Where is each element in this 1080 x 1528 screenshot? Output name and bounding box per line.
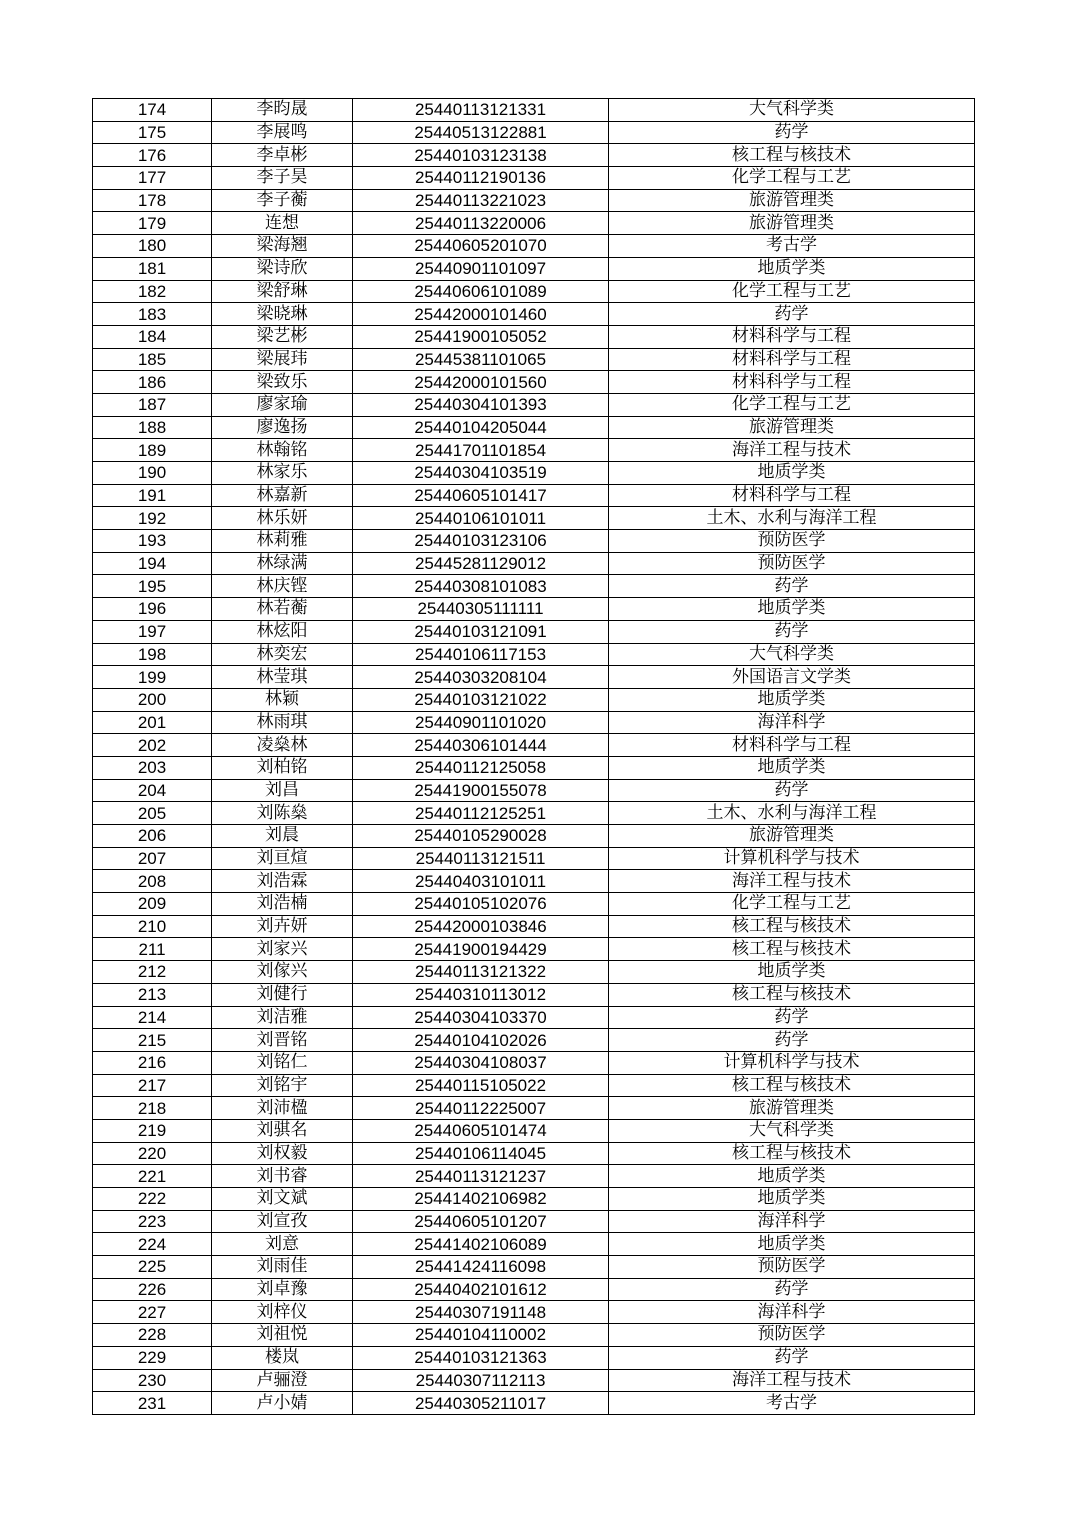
exam-id-cell: 25440303208104 bbox=[353, 666, 609, 689]
row-number-cell: 208 bbox=[93, 870, 212, 893]
student-name-cell: 梁晓琳 bbox=[212, 303, 353, 326]
exam-id-cell: 25440605101417 bbox=[353, 484, 609, 507]
row-number-cell: 221 bbox=[93, 1165, 212, 1188]
student-name-cell: 李卓彬 bbox=[212, 144, 353, 167]
student-name-cell: 刘晨 bbox=[212, 825, 353, 848]
student-name-cell: 刘陈燊 bbox=[212, 802, 353, 825]
row-number-cell: 194 bbox=[93, 552, 212, 575]
student-name-cell: 刘洁雅 bbox=[212, 1006, 353, 1029]
table-row bbox=[93, 99, 975, 122]
row-number-cell: 185 bbox=[93, 348, 212, 371]
table-row bbox=[93, 1029, 975, 1052]
table-row bbox=[93, 235, 975, 258]
major-cell: 核工程与核技术 bbox=[609, 1142, 975, 1165]
row-number-cell: 192 bbox=[93, 507, 212, 530]
student-name-cell: 卢骊澄 bbox=[212, 1369, 353, 1392]
table-row bbox=[93, 1165, 975, 1188]
major-cell: 地质学类 bbox=[609, 1165, 975, 1188]
table-row bbox=[93, 825, 975, 848]
table-row bbox=[93, 598, 975, 621]
major-cell: 海洋科学 bbox=[609, 1301, 975, 1324]
table-row bbox=[93, 575, 975, 598]
row-number-cell: 202 bbox=[93, 734, 212, 757]
major-cell: 核工程与核技术 bbox=[609, 983, 975, 1006]
row-number-cell: 196 bbox=[93, 598, 212, 621]
student-name-cell: 梁舒琳 bbox=[212, 280, 353, 303]
table-row bbox=[93, 212, 975, 235]
major-cell: 地质学类 bbox=[609, 257, 975, 280]
student-name-cell: 刘健行 bbox=[212, 983, 353, 1006]
major-cell: 海洋工程与技术 bbox=[609, 1369, 975, 1392]
student-name-cell: 梁致乐 bbox=[212, 371, 353, 394]
student-name-cell: 刘卉妍 bbox=[212, 915, 353, 938]
student-name-cell: 刘卓豫 bbox=[212, 1278, 353, 1301]
row-number-cell: 217 bbox=[93, 1074, 212, 1097]
student-name-cell: 林若蘅 bbox=[212, 598, 353, 621]
major-cell: 地质学类 bbox=[609, 961, 975, 984]
student-name-cell: 刘沛楹 bbox=[212, 1097, 353, 1120]
table-row bbox=[93, 688, 975, 711]
row-number-cell: 181 bbox=[93, 257, 212, 280]
major-cell: 地质学类 bbox=[609, 1233, 975, 1256]
table-row bbox=[93, 462, 975, 485]
row-number-cell: 216 bbox=[93, 1051, 212, 1074]
exam-id-cell: 25440113121511 bbox=[353, 847, 609, 870]
exam-id-cell: 25440103123138 bbox=[353, 144, 609, 167]
row-number-cell: 206 bbox=[93, 825, 212, 848]
major-cell: 旅游管理类 bbox=[609, 212, 975, 235]
major-cell: 药学 bbox=[609, 1346, 975, 1369]
table-row bbox=[93, 507, 975, 530]
row-number-cell: 207 bbox=[93, 847, 212, 870]
student-list-table bbox=[92, 98, 975, 1415]
student-name-cell: 林炫阳 bbox=[212, 620, 353, 643]
student-name-cell: 刘昌 bbox=[212, 779, 353, 802]
exam-id-cell: 25440106101011 bbox=[353, 507, 609, 530]
exam-id-cell: 25440113121237 bbox=[353, 1165, 609, 1188]
student-name-cell: 林翰铭 bbox=[212, 439, 353, 462]
student-name-cell: 刘亘煊 bbox=[212, 847, 353, 870]
exam-id-cell: 25440104205044 bbox=[353, 416, 609, 439]
table-row bbox=[93, 847, 975, 870]
student-name-cell: 林莹琪 bbox=[212, 666, 353, 689]
table-row bbox=[93, 893, 975, 916]
table-row bbox=[93, 734, 975, 757]
table-row bbox=[93, 1097, 975, 1120]
exam-id-cell: 25441900194429 bbox=[353, 938, 609, 961]
exam-id-cell: 25440113121331 bbox=[353, 99, 609, 122]
exam-id-cell: 25440606101089 bbox=[353, 280, 609, 303]
student-name-cell: 刘家兴 bbox=[212, 938, 353, 961]
table-row bbox=[93, 1188, 975, 1211]
row-number-cell: 226 bbox=[93, 1278, 212, 1301]
table-row bbox=[93, 915, 975, 938]
table-row bbox=[93, 325, 975, 348]
table-row bbox=[93, 961, 975, 984]
major-cell: 药学 bbox=[609, 121, 975, 144]
major-cell: 预防医学 bbox=[609, 1324, 975, 1347]
student-name-cell: 刘梓仪 bbox=[212, 1301, 353, 1324]
table-row bbox=[93, 257, 975, 280]
exam-id-cell: 25440113221023 bbox=[353, 189, 609, 212]
exam-id-cell: 25440513122881 bbox=[353, 121, 609, 144]
row-number-cell: 191 bbox=[93, 484, 212, 507]
exam-id-cell: 25440304103519 bbox=[353, 462, 609, 485]
exam-id-cell: 25440106117153 bbox=[353, 643, 609, 666]
exam-id-cell: 25440112190136 bbox=[353, 167, 609, 190]
table-row bbox=[93, 552, 975, 575]
exam-id-cell: 25440304108037 bbox=[353, 1051, 609, 1074]
student-name-cell: 李展鸣 bbox=[212, 121, 353, 144]
major-cell: 化学工程与工艺 bbox=[609, 167, 975, 190]
exam-id-cell: 25440113121322 bbox=[353, 961, 609, 984]
major-cell: 土木、水利与海洋工程 bbox=[609, 802, 975, 825]
major-cell: 地质学类 bbox=[609, 462, 975, 485]
major-cell: 考古学 bbox=[609, 235, 975, 258]
student-name-cell: 刘铭仁 bbox=[212, 1051, 353, 1074]
table-row bbox=[93, 484, 975, 507]
student-name-cell: 连想 bbox=[212, 212, 353, 235]
major-cell: 旅游管理类 bbox=[609, 416, 975, 439]
student-name-cell: 林奕宏 bbox=[212, 643, 353, 666]
exam-id-cell: 25440901101097 bbox=[353, 257, 609, 280]
student-name-cell: 梁海翘 bbox=[212, 235, 353, 258]
student-name-cell: 林乐妍 bbox=[212, 507, 353, 530]
major-cell: 海洋工程与技术 bbox=[609, 439, 975, 462]
table-row bbox=[93, 1210, 975, 1233]
row-number-cell: 178 bbox=[93, 189, 212, 212]
table-row bbox=[93, 666, 975, 689]
exam-id-cell: 25442000101460 bbox=[353, 303, 609, 326]
student-name-cell: 梁艺彬 bbox=[212, 325, 353, 348]
row-number-cell: 175 bbox=[93, 121, 212, 144]
row-number-cell: 205 bbox=[93, 802, 212, 825]
student-name-cell: 林家乐 bbox=[212, 462, 353, 485]
student-name-cell: 林雨琪 bbox=[212, 711, 353, 734]
student-name-cell: 廖逸扬 bbox=[212, 416, 353, 439]
table-row bbox=[93, 121, 975, 144]
exam-id-cell: 25440106114045 bbox=[353, 1142, 609, 1165]
table-row bbox=[93, 1142, 975, 1165]
row-number-cell: 195 bbox=[93, 575, 212, 598]
student-name-cell: 刘文斌 bbox=[212, 1188, 353, 1211]
student-name-cell: 卢小婧 bbox=[212, 1392, 353, 1415]
student-name-cell: 楼岚 bbox=[212, 1346, 353, 1369]
row-number-cell: 180 bbox=[93, 235, 212, 258]
student-name-cell: 林绿满 bbox=[212, 552, 353, 575]
row-number-cell: 220 bbox=[93, 1142, 212, 1165]
row-number-cell: 174 bbox=[93, 99, 212, 122]
row-number-cell: 187 bbox=[93, 393, 212, 416]
exam-id-cell: 25441900155078 bbox=[353, 779, 609, 802]
major-cell: 核工程与核技术 bbox=[609, 915, 975, 938]
row-number-cell: 188 bbox=[93, 416, 212, 439]
student-name-cell: 刘骐名 bbox=[212, 1119, 353, 1142]
major-cell: 材料科学与工程 bbox=[609, 348, 975, 371]
row-number-cell: 218 bbox=[93, 1097, 212, 1120]
table-row bbox=[93, 189, 975, 212]
row-number-cell: 215 bbox=[93, 1029, 212, 1052]
row-number-cell: 201 bbox=[93, 711, 212, 734]
table-row bbox=[93, 711, 975, 734]
major-cell: 计算机科学与技术 bbox=[609, 847, 975, 870]
row-number-cell: 230 bbox=[93, 1369, 212, 1392]
row-number-cell: 179 bbox=[93, 212, 212, 235]
major-cell: 药学 bbox=[609, 1006, 975, 1029]
student-name-cell: 李子蘅 bbox=[212, 189, 353, 212]
student-name-cell: 廖家瑜 bbox=[212, 393, 353, 416]
exam-id-cell: 25441402106089 bbox=[353, 1233, 609, 1256]
row-number-cell: 183 bbox=[93, 303, 212, 326]
table-row bbox=[93, 371, 975, 394]
student-name-cell: 林颖 bbox=[212, 688, 353, 711]
exam-id-cell: 25441424116098 bbox=[353, 1256, 609, 1279]
exam-id-cell: 25440304101393 bbox=[353, 393, 609, 416]
row-number-cell: 203 bbox=[93, 756, 212, 779]
exam-id-cell: 25441701101854 bbox=[353, 439, 609, 462]
major-cell: 药学 bbox=[609, 779, 975, 802]
exam-id-cell: 25440605201070 bbox=[353, 235, 609, 258]
row-number-cell: 186 bbox=[93, 371, 212, 394]
row-number-cell: 214 bbox=[93, 1006, 212, 1029]
major-cell: 预防医学 bbox=[609, 1256, 975, 1279]
major-cell: 核工程与核技术 bbox=[609, 1074, 975, 1097]
table-row bbox=[93, 1278, 975, 1301]
major-cell: 材料科学与工程 bbox=[609, 325, 975, 348]
exam-id-cell: 25441402106982 bbox=[353, 1188, 609, 1211]
row-number-cell: 223 bbox=[93, 1210, 212, 1233]
major-cell: 旅游管理类 bbox=[609, 189, 975, 212]
exam-id-cell: 25442000103846 bbox=[353, 915, 609, 938]
exam-id-cell: 25440103121363 bbox=[353, 1346, 609, 1369]
exam-id-cell: 25440104102026 bbox=[353, 1029, 609, 1052]
row-number-cell: 182 bbox=[93, 280, 212, 303]
exam-id-cell: 25440104110002 bbox=[353, 1324, 609, 1347]
table-row bbox=[93, 1301, 975, 1324]
major-cell: 海洋工程与技术 bbox=[609, 870, 975, 893]
table-row bbox=[93, 643, 975, 666]
major-cell: 海洋科学 bbox=[609, 711, 975, 734]
student-name-cell: 刘傢兴 bbox=[212, 961, 353, 984]
row-number-cell: 224 bbox=[93, 1233, 212, 1256]
exam-id-cell: 25440308101083 bbox=[353, 575, 609, 598]
major-cell: 旅游管理类 bbox=[609, 1097, 975, 1120]
table-row bbox=[93, 779, 975, 802]
table-row bbox=[93, 983, 975, 1006]
major-cell: 药学 bbox=[609, 620, 975, 643]
table-row bbox=[93, 393, 975, 416]
exam-id-cell: 25440304103370 bbox=[353, 1006, 609, 1029]
table-row bbox=[93, 1074, 975, 1097]
row-number-cell: 200 bbox=[93, 688, 212, 711]
row-number-cell: 227 bbox=[93, 1301, 212, 1324]
student-name-cell: 刘雨佳 bbox=[212, 1256, 353, 1279]
major-cell: 考古学 bbox=[609, 1392, 975, 1415]
row-number-cell: 198 bbox=[93, 643, 212, 666]
table-row bbox=[93, 303, 975, 326]
exam-id-cell: 25440103121022 bbox=[353, 688, 609, 711]
major-cell: 化学工程与工艺 bbox=[609, 280, 975, 303]
table-row bbox=[93, 802, 975, 825]
student-name-cell: 刘书睿 bbox=[212, 1165, 353, 1188]
major-cell: 地质学类 bbox=[609, 598, 975, 621]
row-number-cell: 211 bbox=[93, 938, 212, 961]
student-name-cell: 李昀晟 bbox=[212, 99, 353, 122]
major-cell: 大气科学类 bbox=[609, 99, 975, 122]
row-number-cell: 210 bbox=[93, 915, 212, 938]
student-name-cell: 林莉雅 bbox=[212, 530, 353, 553]
exam-id-cell: 25440306101444 bbox=[353, 734, 609, 757]
row-number-cell: 204 bbox=[93, 779, 212, 802]
major-cell: 大气科学类 bbox=[609, 643, 975, 666]
exam-id-cell: 25441900105052 bbox=[353, 325, 609, 348]
table-row bbox=[93, 938, 975, 961]
student-name-cell: 刘祖悦 bbox=[212, 1324, 353, 1347]
exam-id-cell: 25440305111111 bbox=[353, 598, 609, 621]
student-name-cell: 梁诗欣 bbox=[212, 257, 353, 280]
table-row bbox=[93, 1256, 975, 1279]
major-cell: 地质学类 bbox=[609, 756, 975, 779]
major-cell: 海洋科学 bbox=[609, 1210, 975, 1233]
row-number-cell: 229 bbox=[93, 1346, 212, 1369]
table-row bbox=[93, 280, 975, 303]
exam-id-cell: 25442000101560 bbox=[353, 371, 609, 394]
student-name-cell: 刘浩楠 bbox=[212, 893, 353, 916]
row-number-cell: 213 bbox=[93, 983, 212, 1006]
student-name-cell: 刘意 bbox=[212, 1233, 353, 1256]
major-cell: 药学 bbox=[609, 575, 975, 598]
table-row bbox=[93, 756, 975, 779]
student-name-cell: 林嘉新 bbox=[212, 484, 353, 507]
exam-id-cell: 25440112125251 bbox=[353, 802, 609, 825]
exam-id-cell: 25440115105022 bbox=[353, 1074, 609, 1097]
major-cell: 地质学类 bbox=[609, 1188, 975, 1211]
table-row bbox=[93, 530, 975, 553]
row-number-cell: 225 bbox=[93, 1256, 212, 1279]
table-row bbox=[93, 1119, 975, 1142]
row-number-cell: 222 bbox=[93, 1188, 212, 1211]
table-body bbox=[93, 99, 975, 1415]
row-number-cell: 190 bbox=[93, 462, 212, 485]
major-cell: 旅游管理类 bbox=[609, 825, 975, 848]
exam-id-cell: 25445381101065 bbox=[353, 348, 609, 371]
major-cell: 材料科学与工程 bbox=[609, 371, 975, 394]
row-number-cell: 193 bbox=[93, 530, 212, 553]
student-name-cell: 刘宣孜 bbox=[212, 1210, 353, 1233]
major-cell: 核工程与核技术 bbox=[609, 144, 975, 167]
table-row bbox=[93, 1324, 975, 1347]
student-name-cell: 李子昊 bbox=[212, 167, 353, 190]
major-cell: 地质学类 bbox=[609, 688, 975, 711]
table-row bbox=[93, 1051, 975, 1074]
major-cell: 预防医学 bbox=[609, 552, 975, 575]
major-cell: 材料科学与工程 bbox=[609, 484, 975, 507]
exam-id-cell: 25440605101207 bbox=[353, 1210, 609, 1233]
major-cell: 土木、水利与海洋工程 bbox=[609, 507, 975, 530]
table-row bbox=[93, 1392, 975, 1415]
table-row bbox=[93, 1233, 975, 1256]
major-cell: 药学 bbox=[609, 1278, 975, 1301]
exam-id-cell: 25440113220006 bbox=[353, 212, 609, 235]
student-name-cell: 刘权毅 bbox=[212, 1142, 353, 1165]
exam-id-cell: 25440105290028 bbox=[353, 825, 609, 848]
table-row bbox=[93, 416, 975, 439]
table-row bbox=[93, 439, 975, 462]
exam-id-cell: 25440901101020 bbox=[353, 711, 609, 734]
major-cell: 计算机科学与技术 bbox=[609, 1051, 975, 1074]
exam-id-cell: 25440103123106 bbox=[353, 530, 609, 553]
exam-id-cell: 25440307191148 bbox=[353, 1301, 609, 1324]
student-name-cell: 林庆铿 bbox=[212, 575, 353, 598]
row-number-cell: 228 bbox=[93, 1324, 212, 1347]
row-number-cell: 176 bbox=[93, 144, 212, 167]
exam-id-cell: 25440605101474 bbox=[353, 1119, 609, 1142]
exam-id-cell: 25440305211017 bbox=[353, 1392, 609, 1415]
student-name-cell: 刘铭宇 bbox=[212, 1074, 353, 1097]
row-number-cell: 177 bbox=[93, 167, 212, 190]
exam-id-cell: 25440310113012 bbox=[353, 983, 609, 1006]
table-row bbox=[93, 1369, 975, 1392]
table-row bbox=[93, 167, 975, 190]
exam-id-cell: 25440105102076 bbox=[353, 893, 609, 916]
row-number-cell: 199 bbox=[93, 666, 212, 689]
table-row bbox=[93, 620, 975, 643]
table-row bbox=[93, 144, 975, 167]
major-cell: 化学工程与工艺 bbox=[609, 893, 975, 916]
major-cell: 药学 bbox=[609, 303, 975, 326]
row-number-cell: 212 bbox=[93, 961, 212, 984]
student-name-cell: 刘晋铭 bbox=[212, 1029, 353, 1052]
student-name-cell: 刘柏铭 bbox=[212, 756, 353, 779]
row-number-cell: 209 bbox=[93, 893, 212, 916]
major-cell: 预防医学 bbox=[609, 530, 975, 553]
major-cell: 大气科学类 bbox=[609, 1119, 975, 1142]
table-row bbox=[93, 348, 975, 371]
table-row bbox=[93, 870, 975, 893]
student-name-cell: 梁展玮 bbox=[212, 348, 353, 371]
table-row bbox=[93, 1346, 975, 1369]
major-cell: 化学工程与工艺 bbox=[609, 393, 975, 416]
exam-id-cell: 25440403101011 bbox=[353, 870, 609, 893]
exam-id-cell: 25440112225007 bbox=[353, 1097, 609, 1120]
major-cell: 外国语言文学类 bbox=[609, 666, 975, 689]
exam-id-cell: 25440402101612 bbox=[353, 1278, 609, 1301]
student-name-cell: 刘浩霖 bbox=[212, 870, 353, 893]
exam-id-cell: 25440307112113 bbox=[353, 1369, 609, 1392]
table-row bbox=[93, 1006, 975, 1029]
row-number-cell: 197 bbox=[93, 620, 212, 643]
major-cell: 核工程与核技术 bbox=[609, 938, 975, 961]
row-number-cell: 184 bbox=[93, 325, 212, 348]
exam-id-cell: 25440103121091 bbox=[353, 620, 609, 643]
major-cell: 材料科学与工程 bbox=[609, 734, 975, 757]
exam-id-cell: 25445281129012 bbox=[353, 552, 609, 575]
row-number-cell: 231 bbox=[93, 1392, 212, 1415]
student-name-cell: 凌燊林 bbox=[212, 734, 353, 757]
row-number-cell: 219 bbox=[93, 1119, 212, 1142]
major-cell: 药学 bbox=[609, 1029, 975, 1052]
exam-id-cell: 25440112125058 bbox=[353, 756, 609, 779]
row-number-cell: 189 bbox=[93, 439, 212, 462]
